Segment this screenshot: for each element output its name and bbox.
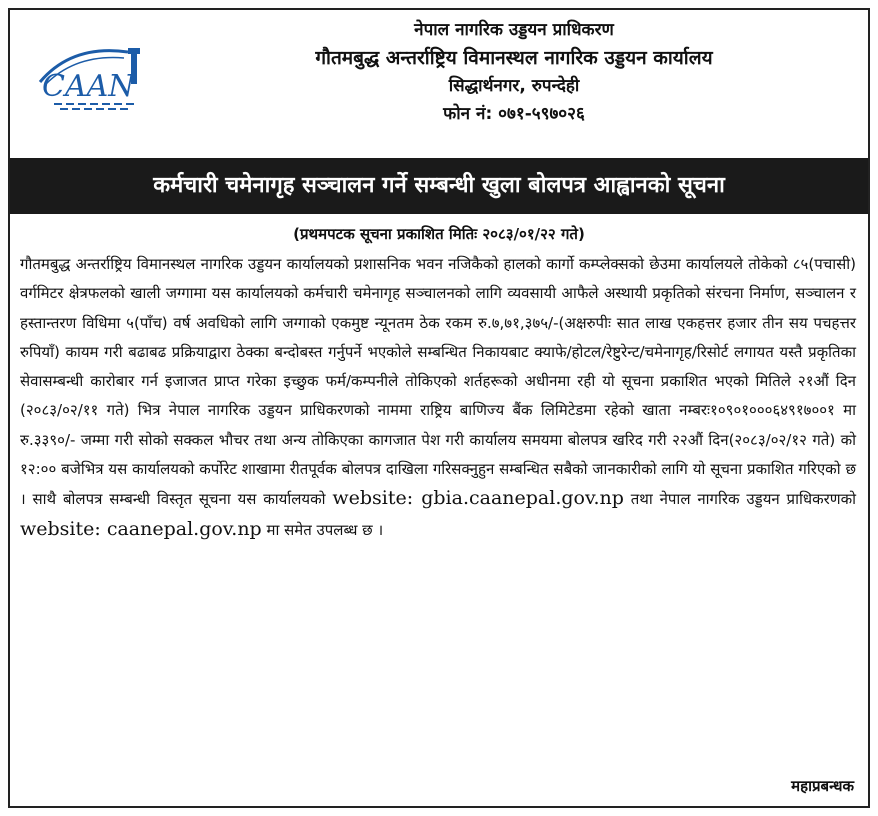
publication-date: (प्रथमपटक सूचना प्रकाशित मितिः २०८३/०१/२२ गते)	[293, 225, 585, 243]
authority-website-link[interactable]: website: caanepal.gov.np	[20, 517, 262, 540]
caan-logo	[32, 38, 152, 112]
notice-title-banner: कर्मचारी चमेनागृह सञ्चालन गर्ने सम्बन्धी खुला बोलपत्र आह्वानको सूचना	[10, 158, 868, 214]
notice-header	[10, 10, 868, 152]
logo-text: CAAN	[42, 69, 135, 104]
office-location: सिद्धार्थनगर, रुपन्देही	[448, 76, 580, 96]
office-name: गौतमबुद्ध अन्तर्राष्ट्रिय विमानस्थल नागरिक उड्डयन कार्यालय	[315, 47, 713, 69]
body-text-part2: तथा नेपाल नागरिक उड्डयन प्राधिकरणको	[623, 490, 856, 509]
authority-name: नेपाल नागरिक उड्डयन प्राधिकरण	[414, 20, 614, 40]
notice-document	[8, 8, 870, 808]
body-text-part1: गौतमबुद्ध अन्तर्राष्ट्रिय विमानस्थल नागरिक उड्डयन कार्यालयको प्रशासनिक भवन नजिकैको हालको कार्गो कम्प्लेक्सको छेउमा कार्यालयले तोकेको ८५(पचासी) वर्गमिटर क्षेत्रफलको खाली जग्गामा यस कार्यालयको कर्मचारी चमेनागृह सञ्चालनको लागि व्यवसायी आफैले अस्थायी प्रकृतिको संरचना निर्माण, सञ्चालन र हस्तान्तरण विधिमा ५(पाँच) वर्ष अवधिको लागि जग्गाको एकमुष्ट न्यूनतम ठेक रकम रु.७,७१,३७५/-(अक्षरुपीः सात लाख एकहत्तर हजार तीन सय पचहत्तर रुपियाँ) कायम गरी बढाबढ प्रक्रियाद्वारा ठेक्का बन्दोबस्त गर्नुपर्ने भएकोले सम्बन्धित निकायबाट क्याफे/होटल/रेष्टुरेन्ट/चमेनागृह/रिसोर्ट लगायत यस्तै प्रकृतिका सेवासम्बन्धी कारोबार गर्न इजाजत प्राप्त गरेका इच्छुक फर्म/कम्पनीले तोकिएको शर्तहरूको अधीनमा रही यो सूचना प्रकाशित भएको मितिले २१औं दिन (२०८३/०२/११ गते) भित्र नेपाल नागरिक उड्डयन प्राधिकरणको नाममा राष्ट्रिय बाणिज्य बैंक लिमिटेडमा रहेको खाता नम्बरः१०९०१०००६४९१७००१ मा रु.३३९०/- जम्मा गरी सोको सक्कल भौचर तथा अन्य तोकिएका कागजात पेश गरी कार्यालय समयमा बोलपत्र खरिद गरी २२औं दिन(२०८३/०२/१२ गते) को १२:०० बजेभित्र यस कार्यालयको कर्पोरेट शाखामा रीतपूर्वक बोलपत्र दाखिला गरिसक्नुहुन सम्बन्धित सबैको जानकारीको लागि यो सूचना प्रकाशित गरिएको छ । साथै बोलपत्र सम्बन्धी विस्तृत सूचना यस कार्यालयको	[20, 255, 856, 509]
notice-body	[20, 250, 856, 545]
office-phone: फोन नं: ०७१-५९७०२६	[443, 104, 585, 124]
office-website-link[interactable]: website: gbia.caanepal.gov.np	[332, 487, 624, 510]
header-text-block	[170, 16, 858, 128]
body-text-part3: मा समेत उपलब्ध छ ।	[261, 520, 384, 539]
signature-general-manager: महाप्रबन्धक	[791, 777, 854, 795]
